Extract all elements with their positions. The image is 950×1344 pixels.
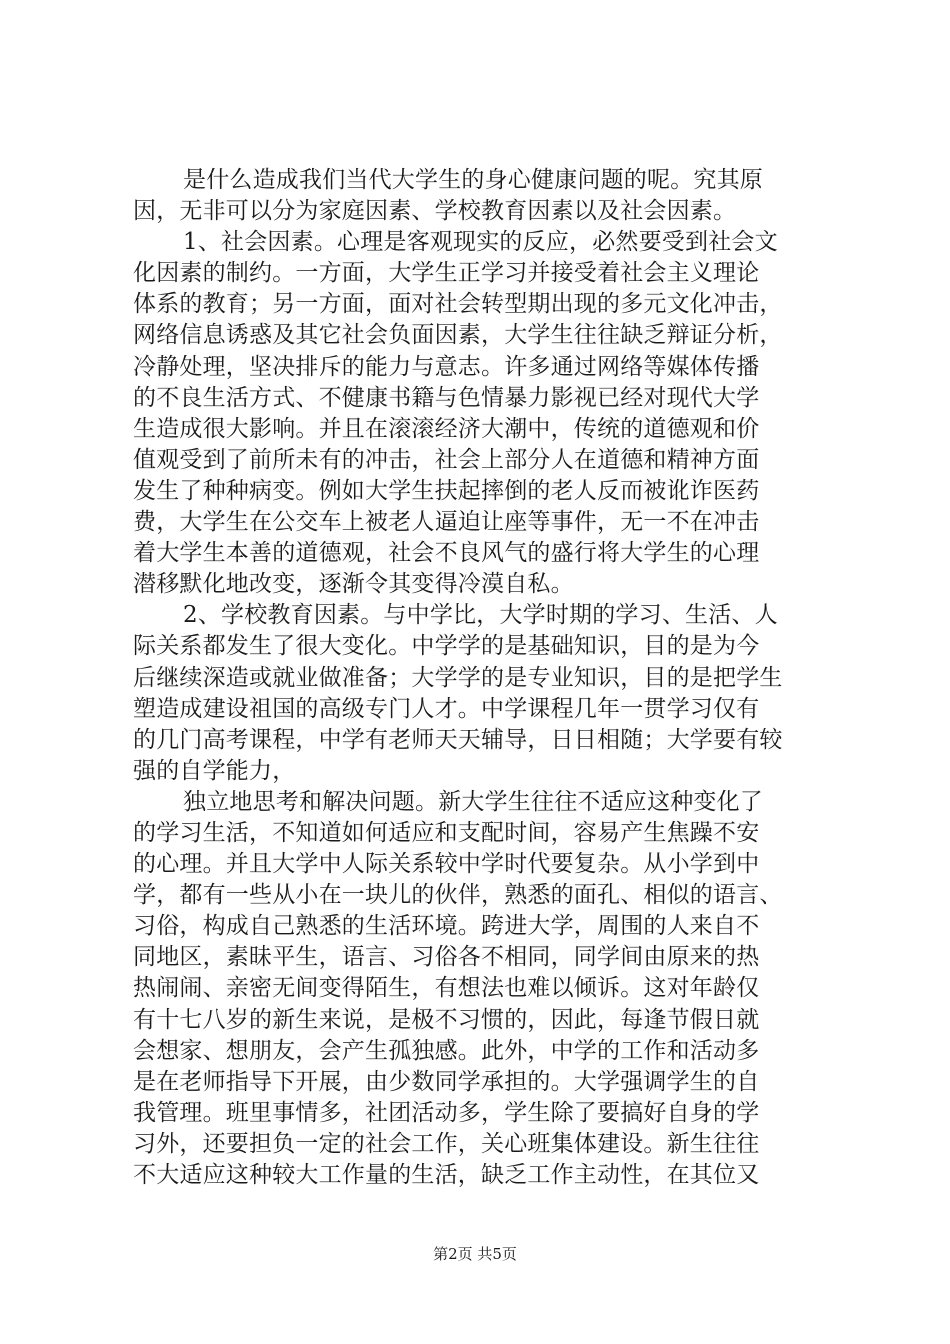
text-line: 的心理。并且大学中人际关系较中学时代要复杂。从小学到中 (133, 851, 760, 878)
text-line: 2、学校教育因素。与中学比，大学时期的学习、生活、人 (183, 602, 778, 629)
text-line: 际关系都发生了很大变化。中学学的是基础知识，目的是为今 (133, 633, 760, 660)
text-line: 因，无非可以分为家庭因素、学校教育因素以及社会因素。 (133, 198, 737, 225)
text-line: 的几门高考课程，中学有老师天天辅导，日日相随；大学要有较 (133, 726, 783, 753)
text-line: 强的自学能力， (133, 757, 296, 784)
text-line: 学，都有一些从小在一块儿的伙伴，熟悉的面孔、相似的语言、 (133, 882, 783, 909)
text-line: 塑造成建设祖国的高级专门人才。中学课程几年一贯学习仅有 (133, 695, 760, 722)
text-line: 生造成很大影响。并且在滚滚经济大潮中，传统的道德观和价 (133, 415, 760, 442)
text-line: 值观受到了前所未有的冲击，社会上部分人在道德和精神方面 (133, 446, 760, 473)
text-line: 着大学生本善的道德观，社会不良风气的盛行将大学生的心理 (133, 540, 760, 567)
text-line: 我管理。班里事情多，社团活动多，学生除了要搞好自身的学 (133, 1099, 760, 1126)
text-line: 是在老师指导下开展，由少数同学承担的。大学强调学生的自 (133, 1068, 760, 1095)
text-line: 独立地思考和解决问题。新大学生往往不适应这种变化了 (183, 788, 763, 815)
text-line: 热闹闹、亲密无间变得陌生，有想法也难以倾诉。这对年龄仅 (133, 975, 760, 1002)
text-line: 是什么造成我们当代大学生的身心健康问题的呢。究其原 (183, 167, 763, 193)
text-line: 冷静处理，坚决排斥的能力与意志。许多通过网络等媒体传播 (133, 353, 760, 380)
text-line: 的不良生活方式、不健康书籍与色情暴力影视已经对现代大学 (133, 384, 760, 411)
page-number-footer: 第2页 共5页 (433, 1245, 517, 1263)
text-line: 化因素的制约。一方面，大学生正学习并接受着社会主义理论 (133, 260, 760, 287)
text-line: 习俗，构成自己熟悉的生活环境。跨进大学，周围的人来自不 (133, 913, 760, 940)
text-line: 后继续深造或就业做准备；大学学的是专业知识，目的是把学生 (133, 664, 783, 691)
text-line: 1、社会因素。心理是客观现实的反应，必然要受到社会文 (183, 229, 778, 256)
text-line: 有十七八岁的新生来说，是极不习惯的，因此，每逢节假日就 (133, 1006, 760, 1033)
text-line: 的学习生活，不知道如何适应和支配时间，容易产生焦躁不安 (133, 819, 760, 846)
text-line: 费，大学生在公交车上被老人逼迫让座等事件，无一不在冲击 (133, 509, 760, 536)
text-line: 发生了种种病变。例如大学生扶起摔倒的老人反而被讹诈医药 (133, 477, 760, 504)
text-line: 体系的教育；另一方面，面对社会转型期出现的多元文化冲击， (133, 291, 783, 318)
text-line: 不大适应这种较大工作量的生活，缺乏工作主动性，在其位又 (133, 1162, 760, 1188)
body-text (133, 165, 827, 1191)
text-line: 习外，还要担负一定的社会工作，关心班集体建设。新生往往 (133, 1130, 760, 1157)
text-line: 会想家、想朋友，会产生孤独感。此外，中学的工作和活动多 (133, 1037, 760, 1064)
text-line: 潜移默化地改变，逐渐令其变得冷漠自私。 (133, 571, 574, 598)
text-line: 同地区，素昧平生，语言、习俗各不相同，同学间由原来的热 (133, 944, 760, 971)
text-line: 网络信息诱惑及其它社会负面因素，大学生往往缺乏辩证分析， (133, 322, 783, 349)
